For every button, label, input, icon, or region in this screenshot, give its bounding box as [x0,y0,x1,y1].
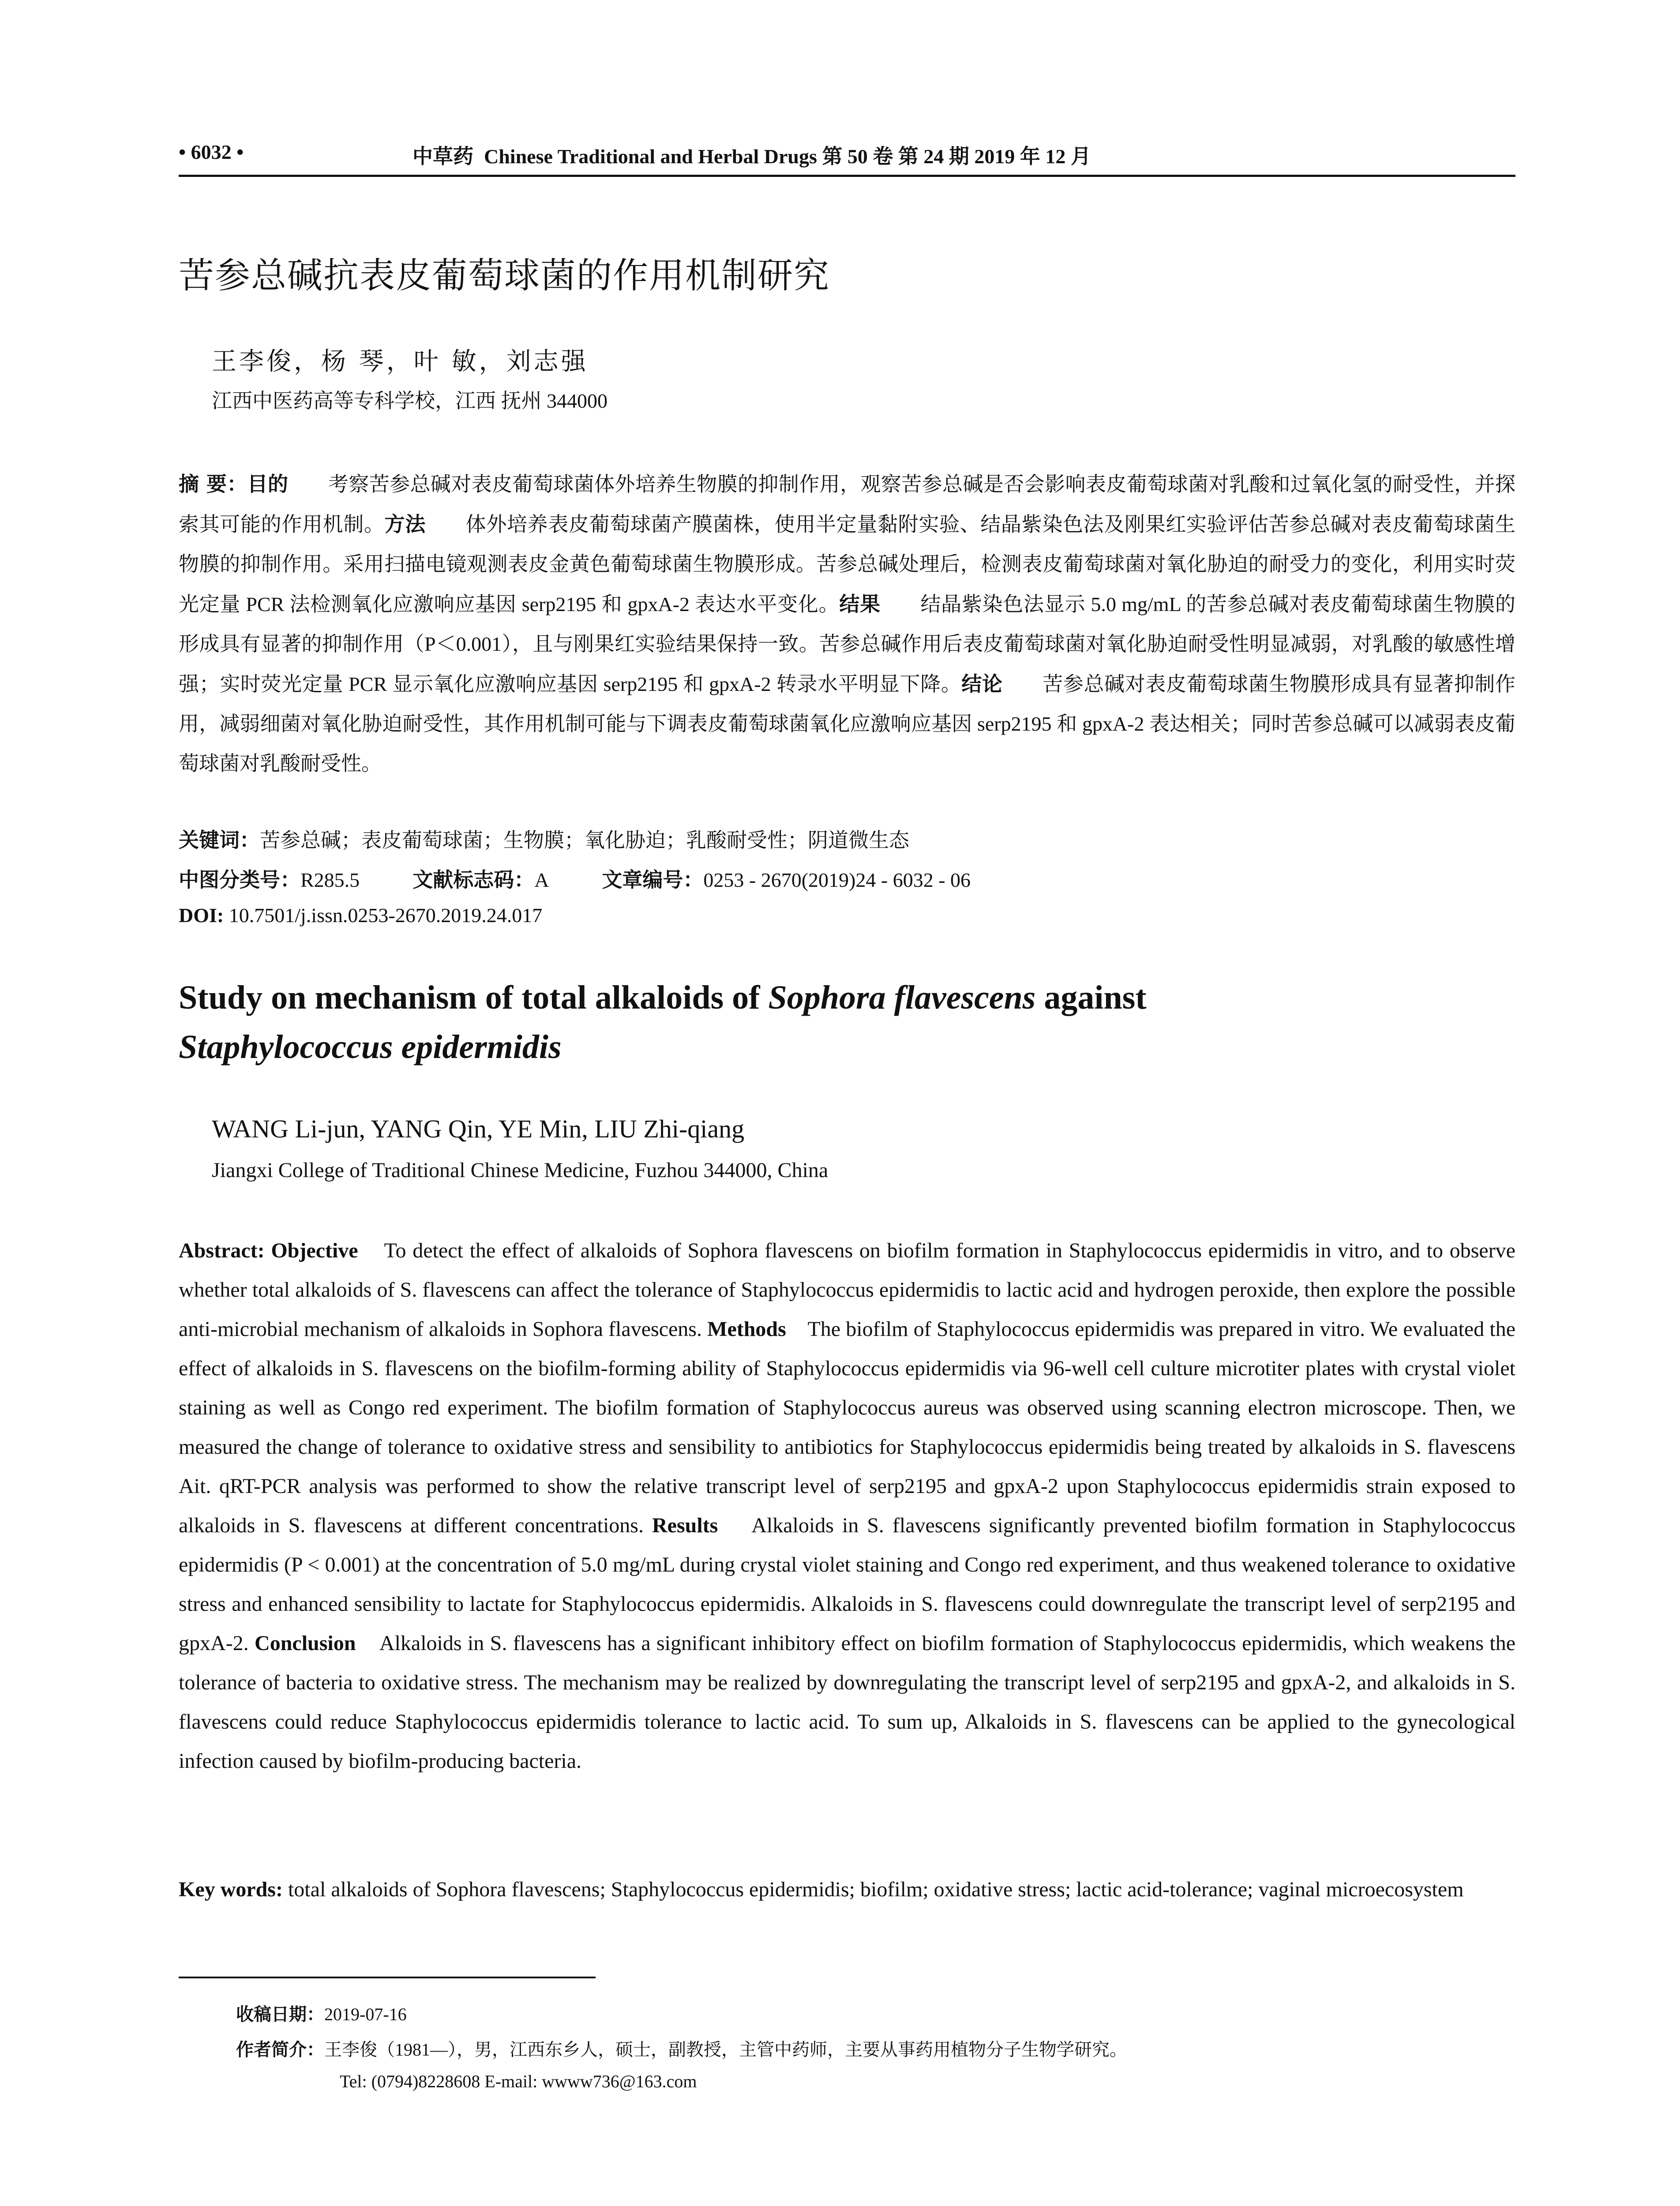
journal-issue-info: Chinese Traditional and Herbal Drugs 第 50 卷 第 24 期 2019 年 12 月 [484,145,1091,168]
chinese-abstract [179,464,1515,784]
english-title-part2: against [1035,979,1147,1016]
page-number: • 6032 • [179,141,244,163]
clc-label: 中图分类号： [179,868,300,892]
conclusion-text-en: Alkaloids in S. flavescens has a significant inhibitory effect on biofilm formation of Staphylococcus epidermidis, which weakens the tolerance of bacteria to oxidative stress. The mechanism may be realized by downregulating the transcript level of serp2195 and gpxA-2, and alkaloids in S. flavescens could reduce Staphylococcus epidermidis tolerance to lactic acid. To sum up, Alkaloids in S. flavescens can be applied to the gynecological infection caused by biofilm-producing bacteria. [179,1632,1515,1773]
keywords-label-en: Key words: [179,1878,283,1901]
journal-name [412,140,1091,169]
keywords-text-en: total alkaloids of Sophora flavescens; Staphylococcus epidermidis; biofilm; oxidative stress; lactic acid-tolerance; vaginal microecosystem [288,1878,1464,1901]
doi-label: DOI: [179,904,224,927]
footnote-contact: Tel: (0794)8228608 E-mail: wwww736@163.com [340,2071,697,2091]
results-text-en: Alkaloids in S. flavescens significantly prevented biofilm formation in Staphylococcus epidermidis (P < 0.001) at the concentration of 5.0 mg/mL during crystal violet staining and Congo red experiment, and thus weakened tolerance to oxidative stress and enhanced sensibility to lactate for Staphylococcus epidermidis. Alkaloids in S. flavescens could downregulate the transcript level of serp2195 and gpxA-2. [179,1514,1516,1655]
received-date: 2019-07-16 [324,2004,407,2024]
abstract-label-en: Abstract: Objective [179,1239,358,1262]
results-label-cn: 结果 [839,592,881,616]
journal-name-cn: 中草药 [412,144,473,168]
abstract-label-cn: 摘 要： [179,472,248,496]
header-rule [179,175,1515,177]
english-title-line2: Staphylococcus epidermidis [179,1028,562,1065]
received-label: 收稿日期： [236,2004,324,2025]
english-keywords [179,1870,1515,1909]
english-title-species: Sophora flavescens [768,979,1036,1016]
conclusion-text-cn: 苦参总碱对表皮葡萄球菌生物膜形成具有显著抑制作用，减弱细菌对氧化胁迫耐受性，其作用机制可能与下调表皮葡萄球菌氧化应激响应基因 serp2195 和 gpxA-2 表达相关；同时苦参总碱可以减弱表皮葡萄球菌对乳酸耐受性。 [179,673,1515,775]
footnote-author-bio [236,2036,1127,2061]
english-title [179,973,1515,1072]
chinese-authors: 王李俊，杨 琴，叶 敏，刘志强 [212,347,589,376]
conclusion-label-cn: 结论 [961,672,1003,696]
methods-label-en: Methods [707,1317,786,1341]
methods-label-cn: 方法 [384,512,426,536]
english-authors: WANG Li-jun, YANG Qin, YE Min, LIU Zhi-qiang [212,1114,745,1143]
objective-text-en: To detect the effect of alkaloids of Sophora flavescens on biofilm formation in Staphylococcus epidermidis in vitro, and to observe whether total alkaloids of S. flavescens can affect the tolerance of Staphylococcus epidermidis to lactic acid and hydrogen peroxide, then explore the possible anti-microbial mechanism of alkaloids in Sophora flavescens. [179,1239,1515,1341]
footnote-received [236,2000,407,2026]
clc-value: R285.5 [300,869,360,891]
methods-text-en: The biofilm of Staphylococcus epidermidis was prepared in vitro. We evaluated the effect of alkaloids in S. flavescens on the biofilm-forming ability of Staphylococcus epidermidis via 96-well cell culture microtiter plates with crystal violet staining as well as Congo red experiment. The biofilm formation of Staphylococcus aureus was observed using scanning electron microscope. Then, we measured the change of tolerance to oxidative stress and sensibility to antibiotics for Staphylococcus epidermidis being treated by alkaloids in S. flavescens Ait. qRT-PCR analysis was performed to show the relative transcript level of serp2195 and gpxA-2 upon Staphylococcus epidermidis strain exposed to alkaloids in S. flavescens at different concentrations. [179,1317,1516,1537]
doc-code-label: 文献标志码： [412,868,535,892]
english-affiliation: Jiangxi College of Traditional Chinese Medicine, Fuzhou 344000, China [212,1159,829,1182]
english-abstract [179,1231,1515,1781]
bio-label: 作者简介： [236,2040,324,2060]
results-label-en: Results [652,1514,718,1537]
chinese-affiliation: 江西中医药高等专科学校，江西 抚州 344000 [212,390,608,412]
objective-text-cn: 考察苦参总碱对表皮葡萄球菌体外培养生物膜的抑制作用，观察苦参总碱是否会影响表皮葡萄球菌对乳酸和过氧化氢的耐受性，并探索其可能的作用机制。 [179,473,1516,536]
keywords-text-cn: 苦参总碱；表皮葡萄球菌；生物膜；氧化胁迫；乳酸耐受性；阴道微生态 [260,829,909,852]
doi-value: 10.7501/j.issn.0253-2670.2019.24.017 [229,904,543,927]
bio-text: 王李俊（1981—），男，江西东乡人，硕士，副教授，主管中药师，主要从事药用植物分子生物学研究。 [324,2040,1127,2060]
doc-code-value: A [534,869,549,891]
article-no-value: 0253 - 2670(2019)24 - 6032 - 06 [703,869,971,891]
doi-line [179,904,542,927]
english-title-part1: Study on mechanism of total alkaloids of [179,979,769,1016]
article-no-label: 文章编号： [602,868,704,892]
classification-line [179,864,971,893]
objective-label-cn: 目的 [247,472,289,496]
footnote-rule [179,1977,596,1978]
results-text-cn: 结晶紫染色法显示 5.0 mg/mL 的苦参总碱对表皮葡萄球菌生物膜的形成具有显著的抑制作用（P＜0.001），且与刚果红实验结果保持一致。苦参总碱作用后表皮葡萄球菌对氧化胁迫耐受性明显减弱，对乳酸的敏感性增强；实时荧光定量 PCR 显示氧化应激响应基因 serp2195 和 gpxA-2 转录水平明显下降。 [179,593,1516,695]
chinese-title: 苦参总碱抗表皮葡萄球菌的作用机制研究 [179,255,830,296]
keywords-label-cn: 关键词： [179,828,260,852]
running-header [179,140,1515,171]
chinese-keywords [179,824,909,853]
conclusion-label-en: Conclusion [255,1632,356,1655]
methods-text-cn: 体外培养表皮葡萄球菌产膜菌株，使用半定量黏附实验、结晶紫染色法及刚果红实验评估苦参总碱对表皮葡萄球菌生物膜的抑制作用。采用扫描电镜观测表皮金黄色葡萄球菌生物膜形成。苦参总碱处理后，检测表皮葡萄球菌对氧化胁迫的耐受力的变化，利用实时荧光定量 PCR 法检测氧化应激响应基因 serp2195 和 gpxA-2 表达水平变化。 [179,513,1516,615]
